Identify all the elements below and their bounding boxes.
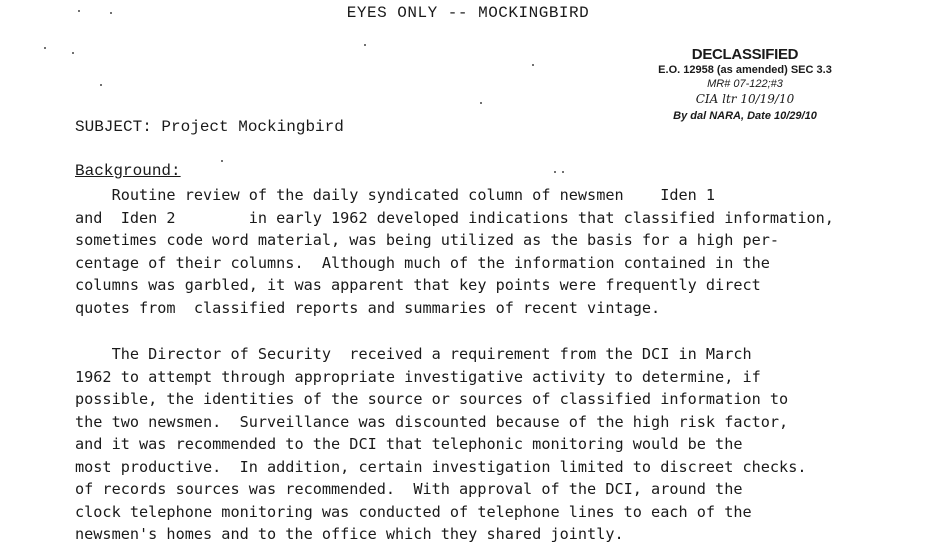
stamp-title: DECLASSIFIED — [691, 46, 799, 63]
paragraph-2 — [75, 343, 895, 546]
stamp-mr-number: MR# 07-122;#3 — [707, 78, 783, 90]
stamp-nara-date: By dal NARA, Date 10/29/10 — [673, 110, 817, 122]
text-line: The Director of Security received a requirement from the DCI in March — [75, 345, 752, 363]
photocopy-speck — [554, 171, 556, 173]
text-line: Routine review of the daily syndicated column of newsmen Iden 1 — [75, 186, 716, 204]
text-line: 1962 to attempt through appropriate investigative activity to determine, if — [75, 367, 761, 386]
stamp-cia-letter: CIA ltr 10/19/10 — [695, 92, 795, 106]
photocopy-speck — [562, 171, 564, 173]
section-heading: Background: — [75, 162, 181, 180]
photocopy-speck — [480, 102, 482, 104]
stamp-authority: E.O. 12958 (as amended) SEC 3.3 — [658, 64, 832, 76]
photocopy-speck — [44, 47, 46, 49]
text-line: newsmen's homes and to the office which they shared jointly. — [75, 525, 624, 543]
text-line: and it was recommended to the DCI that telephonic monitoring would be the — [75, 435, 743, 453]
photocopy-speck — [110, 12, 112, 14]
photocopy-speck — [221, 160, 223, 162]
photocopy-speck — [72, 52, 74, 54]
text-line: columns was garbled, it was apparent that key points were frequently direct — [75, 276, 761, 294]
photocopy-speck — [532, 64, 534, 66]
subject-line: SUBJECT: Project Mockingbird — [75, 118, 344, 136]
text-line: possible, the identities of the source or sources of classified information to — [75, 390, 789, 408]
photocopy-speck — [100, 84, 102, 86]
photocopy-speck — [364, 44, 366, 46]
classification-header: EYES ONLY -- MOCKINGBIRD — [346, 4, 590, 22]
text-line: quotes from classified reports and summaries of recent vintage. — [75, 298, 661, 317]
text-line: and Iden 2 in early 1962 developed indications that classified information, — [75, 208, 834, 227]
paragraph-1 — [75, 184, 895, 319]
text-line: most productive. In addition, certain investigation limited to discreet checks. — [75, 457, 807, 476]
text-line: of records sources was recommended. With approval of the DCI, around the — [75, 480, 743, 498]
declassification-stamp — [610, 46, 880, 122]
text-line: the two newsmen. Surveillance was discounted because of the high risk factor, — [75, 412, 789, 431]
text-line: centage of their columns. Although much of the information contained in the — [75, 253, 770, 272]
text-line: sometimes code word material, was being utilized as the basis for a high per- — [75, 231, 780, 249]
text-line: clock telephone monitoring was conducted of telephone lines to each of the — [75, 502, 752, 521]
photocopy-speck — [78, 10, 80, 12]
